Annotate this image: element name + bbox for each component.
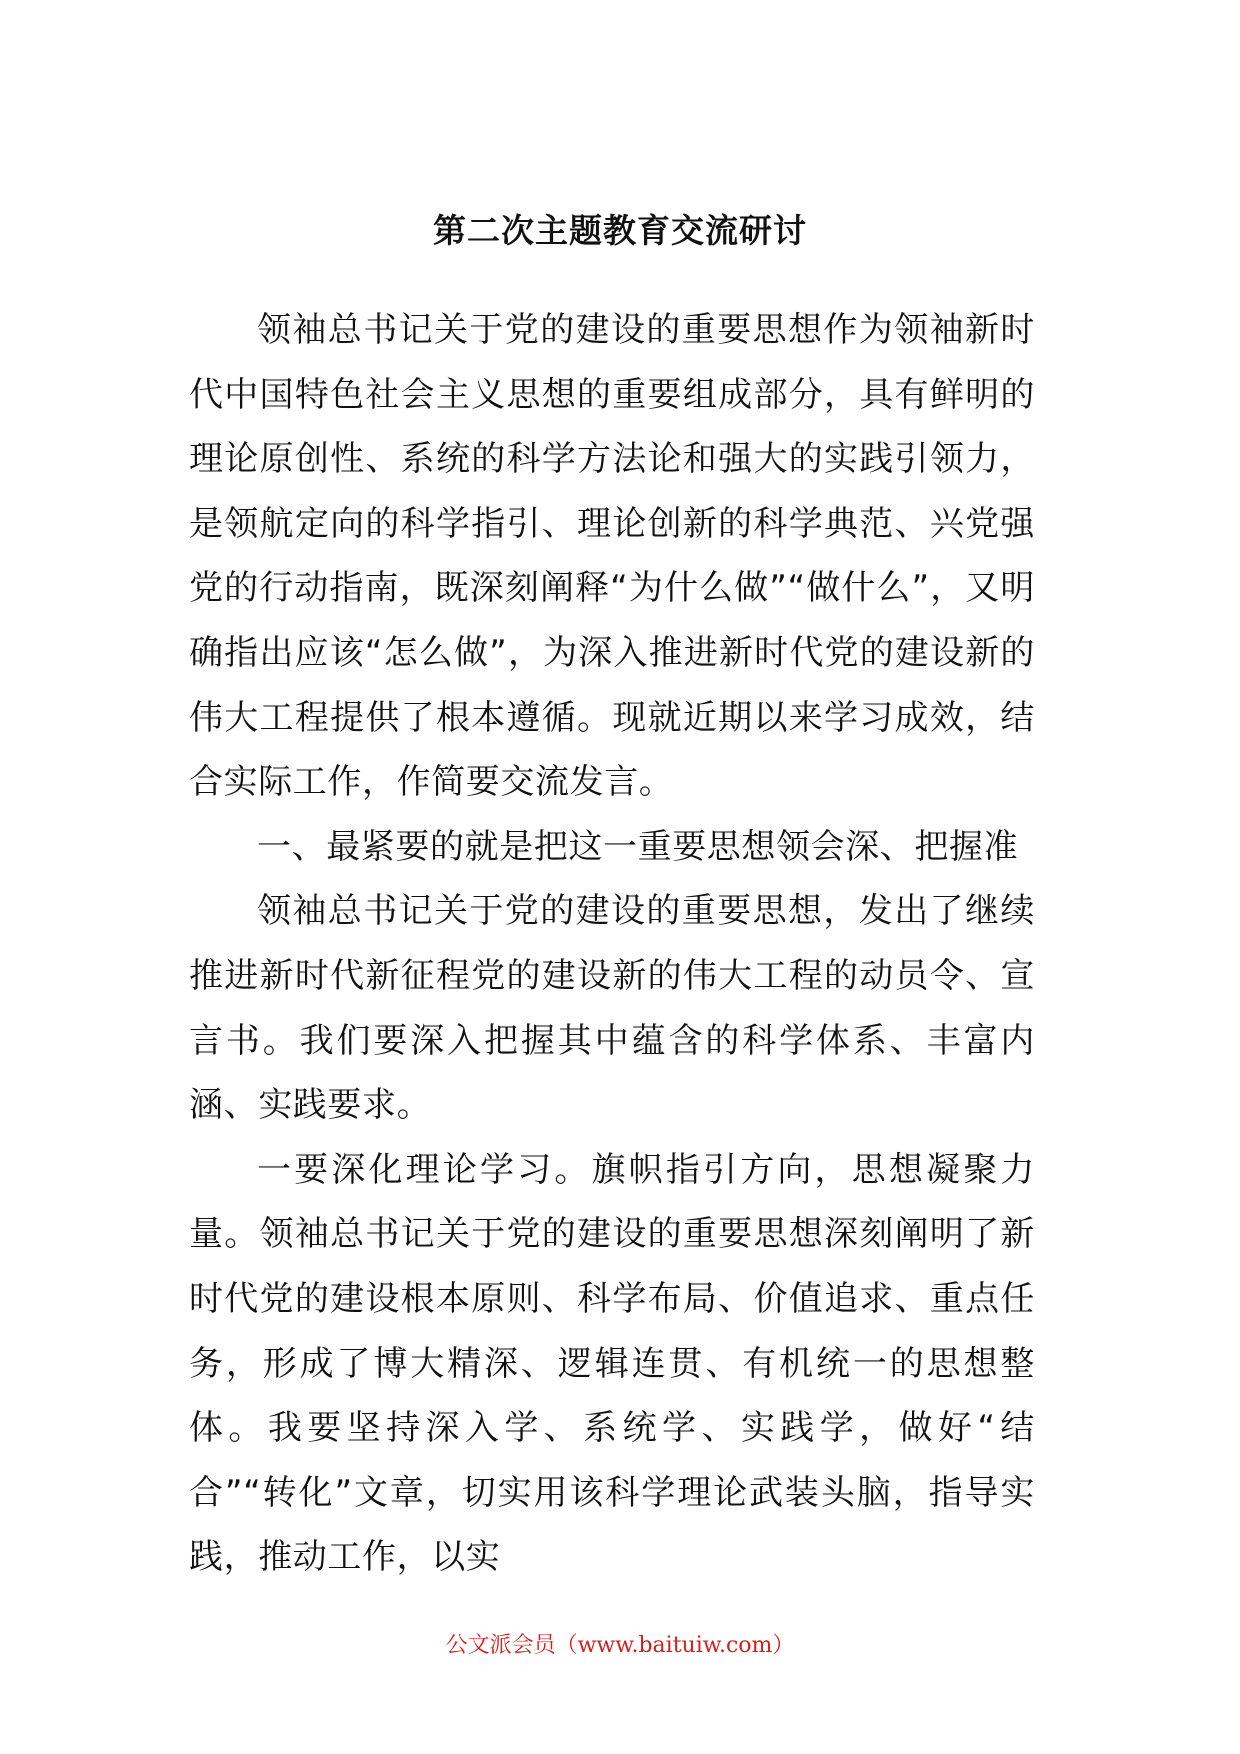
paragraph-theory-study: 一要深化理论学习。旗帜指引方向，思想凝聚力量。领袖总书记关于党的建设的重要思想深刻阐明了新时代党的建设根本原则、科学布局、价值追求、重点任务，形成了博大精深、逻辑连贯、有机统一的思想整体。我要坚持深入学、系统学、实践学，做好“结合”“转化”文章，切实用该科学理论武装头脑，指导实践，推动工作，以实 [189,1149,1035,1578]
section-heading-1: 一、最紧要的就是把这一重要思想领会深、把握准 [257,826,1019,867]
document-body [189,298,1035,1590]
paragraph-section-1: 领袖总书记关于党的建设的重要思想，发出了继续推进新时代新征程党的建设新的伟大工程的动员令、宣言书。我们要深入把握其中蕴含的科学体系、丰富内涵、实践要求。 [189,891,1035,1126]
document-title: 第二次主题教育交流研讨 [433,211,807,250]
footer-watermark-link[interactable]: 公文派会员（www.baituiw.com） [445,1633,795,1658]
paragraph-intro: 领袖总书记关于党的建设的重要思想作为领袖新时代中国特色社会主义思想的重要组成部分，具有鲜明的理论原创性、系统的科学方法论和强大的实践引领力，是领航定向的科学指引、理论创新的科学典范、兴党强党的行动指南，既深刻阐释“为什么做”“做什么”，又明确指出应该“怎么做”，为深入推进新时代党的建设新的伟大工程提供了根本遵循。现就近期以来学习成效，结合实际工作，作简要交流发言。 [189,310,1035,803]
